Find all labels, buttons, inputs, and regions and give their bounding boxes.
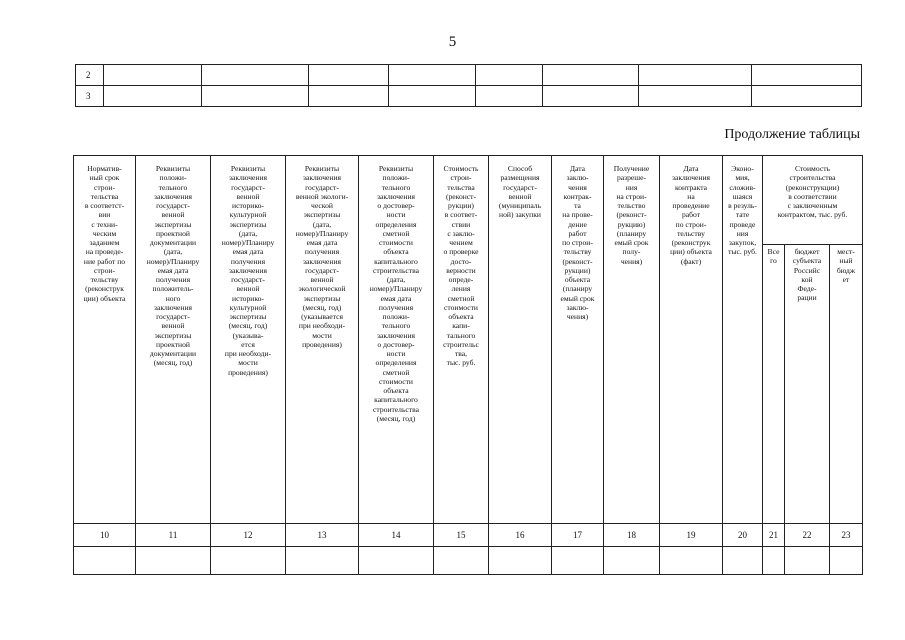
column-header: Получение разреше- ния на строи- тельство (реконст- рукцию) (планиру емый срок полу- чения) (604, 156, 660, 524)
column-number: 16 (489, 524, 552, 547)
column-number: 12 (211, 524, 286, 547)
column-number: 13 (286, 524, 359, 547)
group-header: Стоимость строительства (реконструкции) в соответствии с заключенным контрактом, тыс. руб. (763, 156, 863, 245)
column-number: 18 (604, 524, 660, 547)
column-number: 22 (785, 524, 830, 547)
table-row (76, 65, 862, 86)
subcolumn-header: бюджет субъекта Российс кой Феде- рации (785, 245, 830, 524)
column-number: 19 (660, 524, 723, 547)
header-row (74, 156, 863, 245)
row-number: 3 (76, 86, 104, 107)
main-table (73, 155, 863, 575)
subcolumn-header: Все го (763, 245, 785, 524)
column-header: Дата заклю- чения контрак- та на прове- дение работ по строи- тельству (реконст- рукции) объекта (планиру емый срок заклю- чения) (552, 156, 604, 524)
column-header: Дата заключения контракта на проведение работ по строи- тельству (реконструк ции) объекта (факт) (660, 156, 723, 524)
row-number: 2 (76, 65, 104, 86)
column-number: 23 (830, 524, 863, 547)
table-fragment-top (75, 64, 862, 107)
empty-row (74, 547, 863, 575)
column-header: Реквизиты положи- тельного заключения о достовер- ности определения сметной стоимости объекта капитального строительства (дата, номер)/Планиру емая дата получения положи- тельного заключения о достовер- ности определения сметной стоимости объекта капитального строительства (месяц, год) (359, 156, 434, 524)
column-number: 20 (723, 524, 763, 547)
column-number: 21 (763, 524, 785, 547)
column-number: 15 (434, 524, 489, 547)
column-header: Реквизиты положи- тельного заключения государст- венной экспертизы проектной документации (дата, номер)/Планиру емая дата получения положитель- ного заключения государст- венной экспертизы проектной документации (месяц, год) (136, 156, 211, 524)
column-number: 17 (552, 524, 604, 547)
column-header: Способ размещения государст- венной (муниципаль ной) закупки (489, 156, 552, 524)
continuation-title: Продолжение таблицы (724, 127, 860, 142)
column-header: Норматив- ный срок строи- тельства в соответст- вии с техни- ческим заданием на проведе- ние работ по строи- тельству (реконструк ции) объекта (74, 156, 136, 524)
column-header: Реквизиты заключения государст- венной экологи- ческой экспертизы (дата, номер)/Планиру емая дата получения заключения государст- венной экологической экспертизы (месяц, год) (указывается при необходи- мости проведения) (286, 156, 359, 524)
column-number: 11 (136, 524, 211, 547)
column-numbers-row (74, 524, 863, 547)
column-header: Реквизиты заключения государст- венной историко- культурной экспертизы (дата, номер)/Планиру емая дата получения заключения государст- венной историко- культурной экспертизы (месяц, год) (указыва- ется при необходи- мости проведения) (211, 156, 286, 524)
column-number: 14 (359, 524, 434, 547)
column-header: Эконо- мия, сложив- шаяся в резуль- тате проведе ния закупок, тыс. руб. (723, 156, 763, 524)
page-number: 5 (448, 34, 457, 50)
column-header: Стоимость строи- тельства (реконст- рукции) в соответ- ствии с заклю- чением о проверке досто- верности опреде- ления сметной стоимости объекта капи- тального строительс тва, тыс. руб. (434, 156, 489, 524)
column-number: 10 (74, 524, 136, 547)
table-row (76, 86, 862, 107)
subcolumn-header: мест- ный бюдж ет (830, 245, 863, 524)
